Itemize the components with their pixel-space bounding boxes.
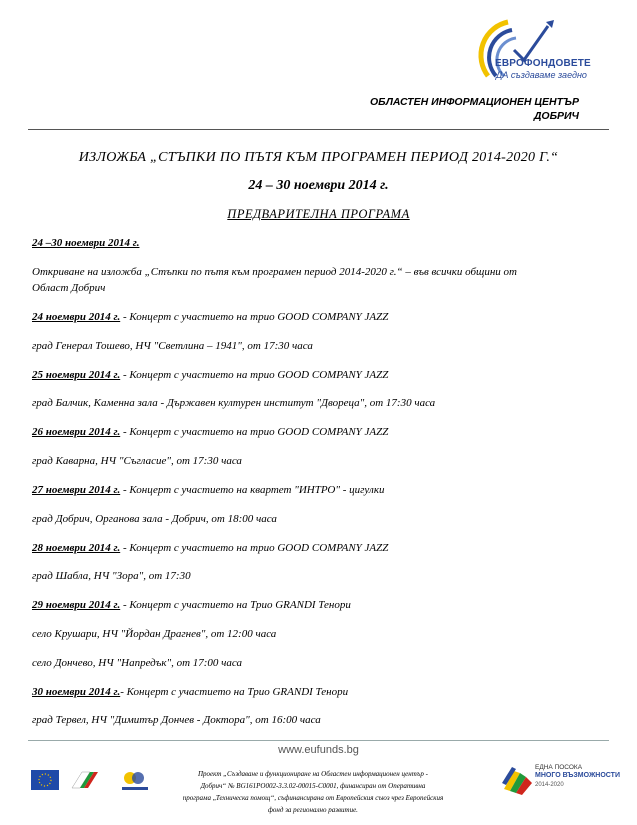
entry-text: град Каварна, НЧ "Съгласие", от 17:30 часа xyxy=(32,455,242,467)
entry-line xyxy=(32,368,388,383)
entry-date: 26 ноември 2014 г. xyxy=(32,426,121,438)
project-line-4: фонд за регионално развитие. xyxy=(268,806,358,814)
entry-line xyxy=(32,685,348,700)
entry-text: - Концерт с участието на Трио GRANDI Тенори xyxy=(120,599,351,611)
entry-line xyxy=(32,627,276,642)
office-line-1: ОБЛАСТЕН ИНФОРМАЦИОНЕН ЦЕНТЪР xyxy=(369,96,579,108)
entry-line xyxy=(32,339,313,354)
entry-text: - Концерт с участието на квартет "ИНТРО" - цигулки xyxy=(120,484,385,496)
program-subtitle: ПРЕДВАРИТЕЛНА ПРОГРАМА xyxy=(227,207,410,221)
logo-title: ЕВРОФОНДОВЕТЕ xyxy=(495,58,591,69)
entry-line xyxy=(32,512,277,527)
entry-date: 29 ноември 2014 г. xyxy=(32,599,121,611)
entry-date: 28 ноември 2014 г. xyxy=(32,542,121,554)
entry-text: - Концерт с участието на трио GOOD COMPANY JAZZ xyxy=(120,542,389,554)
operational-program-logo-icon xyxy=(118,766,152,794)
right-logo-line-3: 2014-2020 xyxy=(535,782,564,788)
entry-text: - Концерт с участието на трио GOOD COMPANY JAZZ xyxy=(120,311,389,323)
footer-divider xyxy=(28,740,609,741)
eufunds-link[interactable]: www.eufunds.bg xyxy=(278,744,359,756)
project-line-1: Проект „Създаване и функциониране на Областен информационен център - xyxy=(197,770,429,778)
office-name xyxy=(370,95,579,123)
entry-line xyxy=(32,265,517,280)
page-title: ИЗЛОЖБА „СТЪПКИ ПО ПЪТЯ КЪМ ПРОГРАМЕН ПЕРИОД 2014-2020 Г.“ xyxy=(78,150,559,165)
entry-line xyxy=(32,310,388,325)
entry-text: град Балчик, Каменна зала - Държавен културен институт "Двореца", от 17:30 часа xyxy=(32,397,436,409)
header-divider xyxy=(28,129,609,130)
entry-line xyxy=(32,598,351,613)
entry-text: град Генерал Тошево, НЧ "Светлина – 1941", от 17:30 часа xyxy=(32,340,313,352)
entry-text: град Тервел, НЧ "Димитър Дончев - Доктора", от 16:00 часа xyxy=(32,714,321,726)
entry-date: 25 ноември 2014 г. xyxy=(32,369,121,381)
entry-text: Откриване на изложба „Стъпки по пътя към програмен период 2014-2020 г.“ – във всички общини от xyxy=(32,266,517,278)
entry-line xyxy=(32,281,105,296)
entry-text: село Дончево, НЧ "Напредък", от 17:00 часа xyxy=(32,657,243,669)
right-logo-line-1: ЕДНА ПОСОКА xyxy=(535,764,583,771)
project-line-3: програма „Техническа помощ“, съфинансирана от Европейския съюз чрез Европейския xyxy=(182,794,444,802)
office-line-2: ДОБРИЧ xyxy=(533,110,579,122)
entry-date: 24 –30 ноември 2014 г. xyxy=(32,237,140,249)
project-info xyxy=(158,768,468,816)
entry-line xyxy=(32,541,388,556)
entry-line xyxy=(32,569,191,584)
entry-line xyxy=(32,396,435,411)
entry-date: 30 ноември 2014 г. xyxy=(32,686,121,698)
entry-line xyxy=(32,713,321,728)
project-line-2: Добрич“ № BG161PO002-3.3.02-00015-C0001, финансиран от Оперативна xyxy=(200,782,426,790)
entry-date: 27 ноември 2014 г. xyxy=(32,484,121,496)
eu-flag-icon xyxy=(31,770,59,790)
entry-line xyxy=(32,454,242,469)
entry-text: - Концерт с участието на трио GOOD COMPANY JAZZ xyxy=(120,426,389,438)
entry-text: град Добрич, Органова зала - Добрич, от 18:00 часа xyxy=(32,513,277,525)
right-logo-line-2: МНОГО ВЪЗМОЖНОСТИ xyxy=(535,772,620,779)
entry-line xyxy=(32,236,139,251)
entry-line xyxy=(32,656,242,671)
entry-text: град Шабла, НЧ "Зора", от 17:30 xyxy=(32,570,191,582)
entry-text: Област Добрич xyxy=(32,282,106,294)
logo-slogan: ДА създаваме заедно xyxy=(496,70,587,80)
entry-text: село Крушари, НЧ "Йордан Драгнев", от 12:00 часа xyxy=(32,628,277,640)
entry-text: - Концерт с участието на трио GOOD COMPANY JAZZ xyxy=(120,369,389,381)
event-dates: 24 – 30 ноември 2014 г. xyxy=(248,178,389,193)
entry-line xyxy=(32,425,388,440)
entry-date: 24 ноември 2014 г. xyxy=(32,311,121,323)
bulgarian-flag-icon xyxy=(68,768,102,792)
entry-line xyxy=(32,483,384,498)
entry-text: - Концерт с участието на Трио GRANDI Тенори xyxy=(120,686,349,698)
